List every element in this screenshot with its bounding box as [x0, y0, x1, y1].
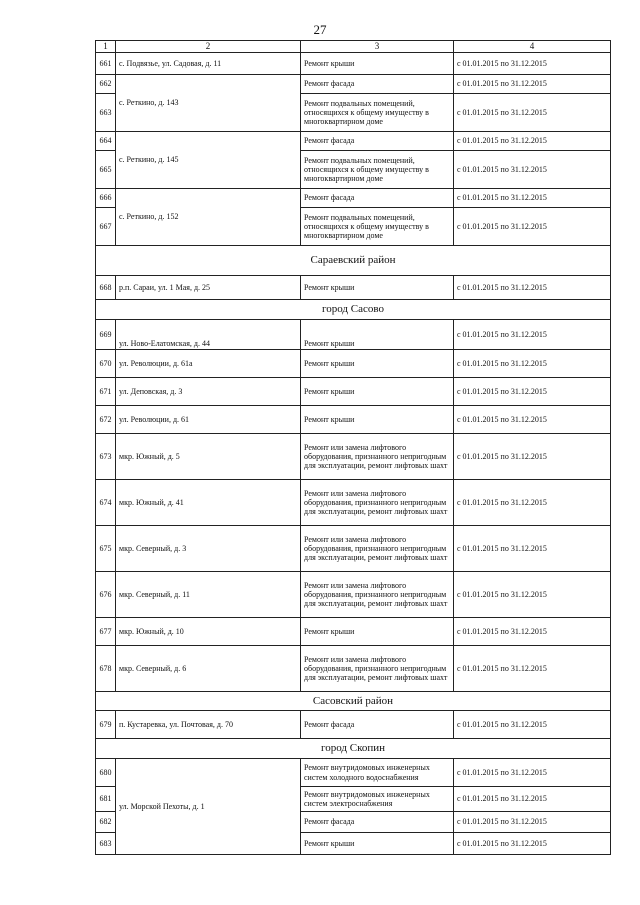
- row-number: 662: [96, 75, 116, 94]
- address-cell: мкр. Южный, д. 10: [116, 618, 301, 646]
- row-number: 679: [96, 711, 116, 739]
- row-number: 667: [96, 208, 116, 246]
- period-cell: с 01.01.2015 по 31.12.2015: [454, 320, 611, 350]
- section-row: [96, 246, 611, 276]
- table-row: [96, 618, 611, 646]
- period-cell: с 01.01.2015 по 31.12.2015: [454, 378, 611, 406]
- period-cell: с 01.01.2015 по 31.12.2015: [454, 646, 611, 692]
- table-row: [96, 189, 611, 208]
- table-row: [96, 378, 611, 406]
- address-cell: ул. Морской Пехоты, д. 1: [116, 759, 301, 855]
- section-row: [96, 739, 611, 759]
- repair-schedule-table: [95, 40, 611, 855]
- section-title: город Скопин: [96, 739, 611, 759]
- work-type-cell: Ремонт крыши: [301, 406, 454, 434]
- work-type-cell: Ремонт крыши: [301, 53, 454, 75]
- row-number: 666: [96, 189, 116, 208]
- work-type-cell: Ремонт подвальных помещений, относящихся к общему имуществу в многоквартирном доме: [301, 151, 454, 189]
- work-type-cell: Ремонт крыши: [301, 378, 454, 406]
- address-cell: с. Реткино, д. 143: [116, 75, 301, 132]
- period-cell: с 01.01.2015 по 31.12.2015: [454, 480, 611, 526]
- table-row: [96, 711, 611, 739]
- period-cell: с 01.01.2015 по 31.12.2015: [454, 53, 611, 75]
- row-number: 672: [96, 406, 116, 434]
- table-row: [96, 75, 611, 94]
- section-row: [96, 300, 611, 320]
- row-number: 669: [96, 320, 116, 350]
- table-row: [96, 350, 611, 378]
- work-type-cell: Ремонт фасада: [301, 711, 454, 739]
- work-type-cell: Ремонт фасада: [301, 132, 454, 151]
- work-type-cell: Ремонт фасада: [301, 812, 454, 833]
- period-cell: с 01.01.2015 по 31.12.2015: [454, 75, 611, 94]
- row-number: 670: [96, 350, 116, 378]
- column-header: 2: [116, 41, 301, 53]
- period-cell: с 01.01.2015 по 31.12.2015: [454, 132, 611, 151]
- page-number: 27: [313, 22, 327, 37]
- work-type-cell: Ремонт или замена лифтового оборудования, признанного непригодным для эксплуатации, ремонт лифтовых шахт: [301, 480, 454, 526]
- period-cell: с 01.01.2015 по 31.12.2015: [454, 833, 611, 855]
- address-cell: с. Реткино, д. 152: [116, 189, 301, 246]
- section-title: город Сасово: [96, 300, 611, 320]
- address-cell: с. Подвязье, ул. Садовая, д. 11: [116, 53, 301, 75]
- address-cell: с. Реткино, д. 145: [116, 132, 301, 189]
- period-cell: с 01.01.2015 по 31.12.2015: [454, 350, 611, 378]
- address-cell: р.п. Сараи, ул. 1 Мая, д. 25: [116, 276, 301, 300]
- work-type-cell: Ремонт фасада: [301, 75, 454, 94]
- period-cell: с 01.01.2015 по 31.12.2015: [454, 618, 611, 646]
- work-type-cell: Ремонт или замена лифтового оборудования, признанного непригодным для эксплуатации, ремонт лифтовых шахт: [301, 646, 454, 692]
- address-cell: мкр. Южный, д. 5: [116, 434, 301, 480]
- work-type-cell: Ремонт или замена лифтового оборудования, признанного непригодным для эксплуатации, ремонт лифтовых шахт: [301, 526, 454, 572]
- address-cell: ул. Деповская, д. 3: [116, 378, 301, 406]
- row-number: 682: [96, 812, 116, 833]
- work-type-cell: Ремонт фасада: [301, 189, 454, 208]
- row-number: 665: [96, 151, 116, 189]
- period-cell: с 01.01.2015 по 31.12.2015: [454, 406, 611, 434]
- row-number: 661: [96, 53, 116, 75]
- period-cell: с 01.01.2015 по 31.12.2015: [454, 812, 611, 833]
- row-number: 675: [96, 526, 116, 572]
- row-number: 680: [96, 759, 116, 787]
- period-cell: с 01.01.2015 по 31.12.2015: [454, 189, 611, 208]
- table-row: [96, 759, 611, 787]
- table-row: [96, 406, 611, 434]
- column-header: 1: [96, 41, 116, 53]
- table-row: [96, 480, 611, 526]
- column-header: 4: [454, 41, 611, 53]
- table-row: [96, 132, 611, 151]
- section-row: [96, 692, 611, 711]
- address-cell: мкр. Северный, д. 11: [116, 572, 301, 618]
- period-cell: с 01.01.2015 по 31.12.2015: [454, 434, 611, 480]
- row-number: 676: [96, 572, 116, 618]
- row-number: 664: [96, 132, 116, 151]
- address-cell: мкр. Северный, д. 3: [116, 526, 301, 572]
- work-type-cell: Ремонт крыши: [301, 618, 454, 646]
- work-type-cell: Ремонт крыши: [301, 350, 454, 378]
- table-row: [96, 526, 611, 572]
- column-header: 3: [301, 41, 454, 53]
- work-type-cell: Ремонт крыши: [301, 320, 454, 350]
- table-row: [96, 572, 611, 618]
- table-row: [96, 320, 611, 350]
- table-row: [96, 434, 611, 480]
- row-number: 678: [96, 646, 116, 692]
- address-cell: п. Кустаревка, ул. Почтовая, д. 70: [116, 711, 301, 739]
- row-number: 668: [96, 276, 116, 300]
- address-cell: ул. Революции, д. 61: [116, 406, 301, 434]
- period-cell: с 01.01.2015 по 31.12.2015: [454, 208, 611, 246]
- row-number: 681: [96, 787, 116, 812]
- period-cell: с 01.01.2015 по 31.12.2015: [454, 151, 611, 189]
- row-number: 663: [96, 94, 116, 132]
- period-cell: с 01.01.2015 по 31.12.2015: [454, 526, 611, 572]
- period-cell: с 01.01.2015 по 31.12.2015: [454, 759, 611, 787]
- period-cell: с 01.01.2015 по 31.12.2015: [454, 276, 611, 300]
- period-cell: с 01.01.2015 по 31.12.2015: [454, 572, 611, 618]
- period-cell: с 01.01.2015 по 31.12.2015: [454, 787, 611, 812]
- work-type-cell: Ремонт крыши: [301, 833, 454, 855]
- work-type-cell: Ремонт крыши: [301, 276, 454, 300]
- table-header-row: [96, 41, 611, 53]
- period-cell: с 01.01.2015 по 31.12.2015: [454, 94, 611, 132]
- work-type-cell: Ремонт или замена лифтового оборудования, признанного непригодным для эксплуатации, ремонт лифтовых шахт: [301, 434, 454, 480]
- section-title: Сараевский район: [96, 246, 611, 276]
- address-cell: мкр. Северный, д. 6: [116, 646, 301, 692]
- table-row: [96, 53, 611, 75]
- work-type-cell: Ремонт внутридомовых инженерных систем холодного водоснабжения: [301, 759, 454, 787]
- work-type-cell: Ремонт подвальных помещений, относящихся к общему имуществу в многоквартирном доме: [301, 94, 454, 132]
- work-type-cell: Ремонт подвальных помещений, относящихся к общему имуществу в многоквартирном доме: [301, 208, 454, 246]
- section-title: Сасовский район: [96, 692, 611, 711]
- table-row: [96, 646, 611, 692]
- row-number: 671: [96, 378, 116, 406]
- work-type-cell: Ремонт внутридомовых инженерных систем электроснабжения: [301, 787, 454, 812]
- period-cell: с 01.01.2015 по 31.12.2015: [454, 711, 611, 739]
- row-number: 673: [96, 434, 116, 480]
- address-cell: ул. Революции, д. 61а: [116, 350, 301, 378]
- row-number: 674: [96, 480, 116, 526]
- address-cell: ул. Ново-Елатомская, д. 44: [116, 320, 301, 350]
- work-type-cell: Ремонт или замена лифтового оборудования, признанного непригодным для эксплуатации, ремонт лифтовых шахт: [301, 572, 454, 618]
- table-row: [96, 276, 611, 300]
- row-number: 677: [96, 618, 116, 646]
- row-number: 683: [96, 833, 116, 855]
- address-cell: мкр. Южный, д. 41: [116, 480, 301, 526]
